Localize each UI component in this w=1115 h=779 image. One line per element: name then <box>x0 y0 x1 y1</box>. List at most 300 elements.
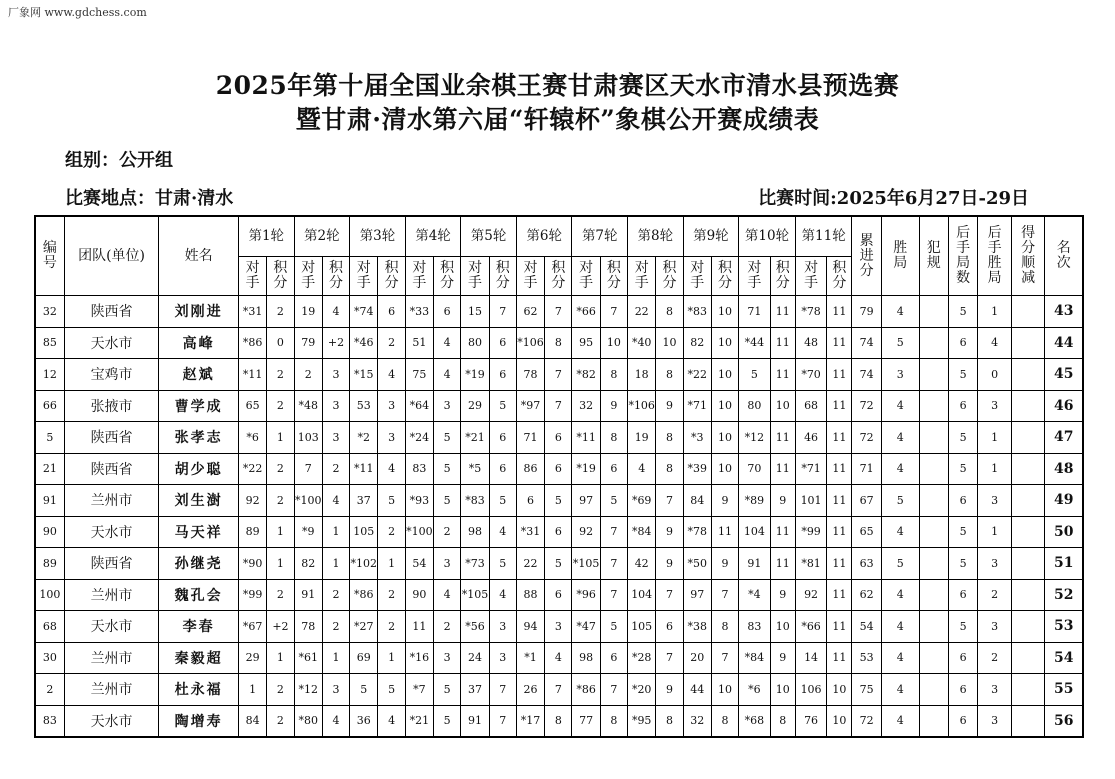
score-cell: 7 <box>600 579 627 611</box>
wins-cell: 5 <box>881 548 919 580</box>
score-cell: 6 <box>656 611 683 643</box>
table-row <box>35 359 1083 391</box>
wins-cell: 4 <box>881 422 919 454</box>
opponent-cell: 79 <box>294 327 322 359</box>
second-wins-cell: 1 <box>978 516 1012 548</box>
tiebreak-cell <box>1011 485 1045 517</box>
table-row <box>35 422 1083 454</box>
opponent-cell: 69 <box>350 642 378 674</box>
score-cell: 2 <box>267 485 294 517</box>
score-cell: 5 <box>434 453 461 485</box>
opponent-cell: 91 <box>294 579 322 611</box>
opponent-cell: *68 <box>739 705 770 737</box>
second-wins-cell: 3 <box>978 548 1012 580</box>
opponent-cell: *46 <box>350 327 378 359</box>
second-wins-cell: 1 <box>978 422 1012 454</box>
opponent-cell: 92 <box>572 516 600 548</box>
score-cell: 5 <box>489 390 516 422</box>
opponent-cell: *97 <box>516 390 544 422</box>
fouls-cell <box>919 453 948 485</box>
score-cell: 6 <box>545 516 572 548</box>
opponent-cell: 98 <box>572 642 600 674</box>
second-wins-cell: 0 <box>978 359 1012 391</box>
score-cell: 2 <box>378 579 405 611</box>
opponent-cell: *7 <box>405 674 433 706</box>
score-cell: 10 <box>770 674 795 706</box>
opponent-cell: *16 <box>405 642 433 674</box>
venue-label: 比赛地点：甘肃·清水 <box>65 188 234 209</box>
opponent-cell: 36 <box>350 705 378 737</box>
score-cell: 9 <box>656 674 683 706</box>
score-cell: 2 <box>267 674 294 706</box>
score-cell: 2 <box>322 611 349 643</box>
tiebreak-cell <box>1011 453 1045 485</box>
score-cell: 10 <box>711 359 738 391</box>
cumulative-cell: 79 <box>852 296 881 328</box>
score-cell: 3 <box>322 359 349 391</box>
subheader-opponent-r1: 对 手 <box>238 257 266 296</box>
second-wins-cell: 2 <box>978 579 1012 611</box>
score-cell: 5 <box>489 548 516 580</box>
score-cell: 2 <box>267 390 294 422</box>
opponent-cell: *93 <box>405 485 433 517</box>
score-cell: 4 <box>489 579 516 611</box>
score-cell: 10 <box>711 327 738 359</box>
score-cell: 6 <box>545 422 572 454</box>
cumulative-cell: 62 <box>852 579 881 611</box>
score-cell: 9 <box>656 548 683 580</box>
wins-cell: 4 <box>881 611 919 643</box>
score-cell: 11 <box>827 516 852 548</box>
tiebreak-cell <box>1011 296 1045 328</box>
subheader-score-r3: 积 分 <box>378 257 405 296</box>
second-games-cell: 6 <box>948 327 977 359</box>
opponent-cell: 48 <box>795 327 826 359</box>
score-cell: 8 <box>656 705 683 737</box>
header-no: 编 号 <box>35 216 64 296</box>
opponent-cell: *4 <box>739 579 770 611</box>
score-cell: 11 <box>827 296 852 328</box>
opponent-cell: 18 <box>628 359 656 391</box>
player-name: 高峰 <box>159 327 239 359</box>
wins-cell: 3 <box>881 359 919 391</box>
score-cell: 1 <box>267 548 294 580</box>
opponent-cell: 68 <box>795 390 826 422</box>
score-cell: 6 <box>600 453 627 485</box>
second-games-cell: 6 <box>948 674 977 706</box>
score-cell: 9 <box>770 579 795 611</box>
opponent-cell: *11 <box>572 422 600 454</box>
player-no: 100 <box>35 579 64 611</box>
opponent-cell: 75 <box>405 359 433 391</box>
score-cell: 11 <box>827 579 852 611</box>
opponent-cell: *106 <box>516 327 544 359</box>
cumulative-cell: 63 <box>852 548 881 580</box>
opponent-cell: *48 <box>294 390 322 422</box>
score-cell: 7 <box>656 485 683 517</box>
cumulative-cell: 65 <box>852 516 881 548</box>
rank-cell: 54 <box>1045 642 1083 674</box>
player-no: 85 <box>35 327 64 359</box>
second-games-cell: 5 <box>948 611 977 643</box>
rank-cell: 49 <box>1045 485 1083 517</box>
score-cell: 7 <box>600 548 627 580</box>
second-wins-cell: 3 <box>978 390 1012 422</box>
opponent-cell: *39 <box>683 453 711 485</box>
score-cell: 2 <box>378 516 405 548</box>
score-cell: 1 <box>378 642 405 674</box>
wins-cell: 4 <box>881 579 919 611</box>
score-cell: 11 <box>827 327 852 359</box>
cumulative-cell: 74 <box>852 327 881 359</box>
opponent-cell: 29 <box>238 642 266 674</box>
score-cell: 8 <box>656 296 683 328</box>
opponent-cell: 14 <box>795 642 826 674</box>
opponent-cell: *67 <box>238 611 266 643</box>
player-no: 91 <box>35 485 64 517</box>
score-cell: 11 <box>770 516 795 548</box>
subheader-score-r2: 积 分 <box>322 257 349 296</box>
second-games-cell: 6 <box>948 705 977 737</box>
score-cell: 1 <box>378 548 405 580</box>
score-cell: 4 <box>545 642 572 674</box>
cumulative-cell: 74 <box>852 359 881 391</box>
score-cell: 11 <box>711 516 738 548</box>
fouls-cell <box>919 579 948 611</box>
score-cell: 10 <box>711 674 738 706</box>
tiebreak-cell <box>1011 327 1045 359</box>
score-cell: 11 <box>770 453 795 485</box>
score-cell: 8 <box>656 422 683 454</box>
score-cell: 5 <box>600 611 627 643</box>
wins-cell: 5 <box>881 485 919 517</box>
opponent-cell: 29 <box>461 390 489 422</box>
player-name: 杜永福 <box>159 674 239 706</box>
team-cell: 天水市 <box>64 327 158 359</box>
fouls-cell <box>919 642 948 674</box>
opponent-cell: 5 <box>350 674 378 706</box>
score-cell: 6 <box>434 296 461 328</box>
score-cell: 11 <box>770 548 795 580</box>
subheader-opponent-r8: 对 手 <box>628 257 656 296</box>
score-cell: 9 <box>656 516 683 548</box>
opponent-cell: 20 <box>683 642 711 674</box>
wins-cell: 4 <box>881 642 919 674</box>
opponent-cell: 51 <box>405 327 433 359</box>
score-cell: 9 <box>600 390 627 422</box>
rank-cell: 45 <box>1045 359 1083 391</box>
rank-cell: 55 <box>1045 674 1083 706</box>
opponent-cell: 80 <box>461 327 489 359</box>
opponent-cell: *84 <box>739 642 770 674</box>
team-cell: 天水市 <box>64 611 158 643</box>
cumulative-cell: 72 <box>852 390 881 422</box>
opponent-cell: 106 <box>795 674 826 706</box>
opponent-cell: *24 <box>405 422 433 454</box>
score-cell: 10 <box>827 674 852 706</box>
opponent-cell: 42 <box>628 548 656 580</box>
opponent-cell: *82 <box>572 359 600 391</box>
fouls-cell <box>919 359 948 391</box>
opponent-cell: 78 <box>516 359 544 391</box>
score-cell: 3 <box>434 390 461 422</box>
subheader-opponent-r6: 对 手 <box>516 257 544 296</box>
fouls-cell <box>919 485 948 517</box>
score-cell: 3 <box>322 674 349 706</box>
results-table <box>34 215 1084 738</box>
opponent-cell: 97 <box>572 485 600 517</box>
opponent-cell: *74 <box>350 296 378 328</box>
opponent-cell: *6 <box>739 674 770 706</box>
opponent-cell: 104 <box>628 579 656 611</box>
score-cell: 2 <box>378 327 405 359</box>
score-cell: 2 <box>267 359 294 391</box>
opponent-cell: *78 <box>683 516 711 548</box>
table-row <box>35 705 1083 737</box>
opponent-cell: 80 <box>739 390 770 422</box>
cumulative-cell: 53 <box>852 642 881 674</box>
opponent-cell: 84 <box>238 705 266 737</box>
tiebreak-cell <box>1011 674 1045 706</box>
score-cell: 5 <box>434 422 461 454</box>
header-round-9: 第9轮 <box>683 216 739 257</box>
opponent-cell: *21 <box>461 422 489 454</box>
opponent-cell: 62 <box>516 296 544 328</box>
player-name: 李春 <box>159 611 239 643</box>
opponent-cell: *105 <box>461 579 489 611</box>
opponent-cell: *5 <box>461 453 489 485</box>
opponent-cell: 104 <box>739 516 770 548</box>
opponent-cell: 32 <box>683 705 711 737</box>
player-no: 2 <box>35 674 64 706</box>
tiebreak-cell <box>1011 548 1045 580</box>
opponent-cell: *31 <box>516 516 544 548</box>
score-cell: 5 <box>378 674 405 706</box>
rank-cell: 56 <box>1045 705 1083 737</box>
score-cell: 7 <box>545 359 572 391</box>
player-no: 90 <box>35 516 64 548</box>
score-cell: 1 <box>267 516 294 548</box>
score-cell: 11 <box>770 296 795 328</box>
opponent-cell: 22 <box>628 296 656 328</box>
rank-cell: 43 <box>1045 296 1083 328</box>
second-games-cell: 5 <box>948 548 977 580</box>
score-cell: 11 <box>827 359 852 391</box>
subheader-opponent-r11: 对 手 <box>795 257 826 296</box>
score-cell: +2 <box>267 611 294 643</box>
team-cell: 陕西省 <box>64 548 158 580</box>
score-cell: 11 <box>827 642 852 674</box>
score-cell: 6 <box>545 453 572 485</box>
score-cell: 8 <box>711 611 738 643</box>
team-cell: 兰州市 <box>64 579 158 611</box>
opponent-cell: *99 <box>795 516 826 548</box>
opponent-cell: *90 <box>238 548 266 580</box>
opponent-cell: *12 <box>294 674 322 706</box>
score-cell: 7 <box>711 579 738 611</box>
opponent-cell: *12 <box>739 422 770 454</box>
tiebreak-cell <box>1011 579 1045 611</box>
subheader-score-r5: 积 分 <box>489 257 516 296</box>
header-round-4: 第4轮 <box>405 216 461 257</box>
score-cell: 1 <box>267 642 294 674</box>
score-cell: 10 <box>770 611 795 643</box>
subheader-opponent-r9: 对 手 <box>683 257 711 296</box>
player-no: 21 <box>35 453 64 485</box>
table-row <box>35 453 1083 485</box>
score-cell: 3 <box>378 390 405 422</box>
opponent-cell: *100 <box>294 485 322 517</box>
header-round-5: 第5轮 <box>461 216 517 257</box>
player-name: 马天祥 <box>159 516 239 548</box>
rank-cell: 53 <box>1045 611 1083 643</box>
wins-cell: 4 <box>881 705 919 737</box>
score-cell: 6 <box>489 422 516 454</box>
score-cell: 8 <box>770 705 795 737</box>
score-cell: 7 <box>545 296 572 328</box>
opponent-cell: *66 <box>572 296 600 328</box>
score-cell: 4 <box>378 453 405 485</box>
player-name: 胡少聪 <box>159 453 239 485</box>
score-cell: 3 <box>434 642 461 674</box>
score-cell: 3 <box>489 642 516 674</box>
opponent-cell: 86 <box>516 453 544 485</box>
opponent-cell: 105 <box>628 611 656 643</box>
opponent-cell: *11 <box>350 453 378 485</box>
opponent-cell: 89 <box>238 516 266 548</box>
opponent-cell: 6 <box>516 485 544 517</box>
score-cell: 11 <box>827 390 852 422</box>
tiebreak-cell <box>1011 516 1045 548</box>
opponent-cell: *106 <box>628 390 656 422</box>
opponent-cell: *83 <box>683 296 711 328</box>
score-cell: 10 <box>600 327 627 359</box>
opponent-cell: 44 <box>683 674 711 706</box>
page-title: 2025年第十届全国业余棋王赛甘肃赛区天水市清水县预选赛 <box>215 71 900 100</box>
table-row <box>35 485 1083 517</box>
tiebreak-cell <box>1011 642 1045 674</box>
opponent-cell: *95 <box>628 705 656 737</box>
score-cell: 11 <box>827 485 852 517</box>
fouls-cell <box>919 516 948 548</box>
score-cell: 4 <box>434 327 461 359</box>
score-cell: 8 <box>600 359 627 391</box>
opponent-cell: 19 <box>294 296 322 328</box>
opponent-cell: 90 <box>405 579 433 611</box>
opponent-cell: *33 <box>405 296 433 328</box>
opponent-cell: *40 <box>628 327 656 359</box>
header-second-games: 后 手 局 数 <box>948 216 977 296</box>
player-no: 83 <box>35 705 64 737</box>
opponent-cell: 101 <box>795 485 826 517</box>
subheader-score-r6: 积 分 <box>545 257 572 296</box>
player-no: 30 <box>35 642 64 674</box>
score-cell: 7 <box>600 674 627 706</box>
opponent-cell: 53 <box>350 390 378 422</box>
score-cell: 11 <box>770 359 795 391</box>
team-cell: 陕西省 <box>64 296 158 328</box>
fouls-cell <box>919 548 948 580</box>
header-round-1: 第1轮 <box>238 216 294 257</box>
subheader-opponent-r10: 对 手 <box>739 257 770 296</box>
score-cell: 5 <box>434 485 461 517</box>
opponent-cell: *27 <box>350 611 378 643</box>
score-cell: 10 <box>711 390 738 422</box>
score-cell: 4 <box>322 705 349 737</box>
table-row <box>35 579 1083 611</box>
score-cell: +2 <box>322 327 349 359</box>
score-cell: 3 <box>434 548 461 580</box>
score-cell: 5 <box>378 485 405 517</box>
opponent-cell: 37 <box>350 485 378 517</box>
player-name: 刘刚进 <box>159 296 239 328</box>
header-team: 团队(单位) <box>64 216 158 296</box>
wins-cell: 4 <box>881 390 919 422</box>
header-name: 姓名 <box>159 216 239 296</box>
player-name: 曹学成 <box>159 390 239 422</box>
opponent-cell: *17 <box>516 705 544 737</box>
second-wins-cell: 3 <box>978 705 1012 737</box>
opponent-cell: 105 <box>350 516 378 548</box>
team-cell: 兰州市 <box>64 674 158 706</box>
team-cell: 陕西省 <box>64 453 158 485</box>
opponent-cell: 46 <box>795 422 826 454</box>
rank-cell: 50 <box>1045 516 1083 548</box>
score-cell: 3 <box>322 422 349 454</box>
opponent-cell: 91 <box>739 548 770 580</box>
opponent-cell: 84 <box>683 485 711 517</box>
opponent-cell: *31 <box>238 296 266 328</box>
opponent-cell: *9 <box>294 516 322 548</box>
score-cell: 1 <box>322 516 349 548</box>
cumulative-cell: 67 <box>852 485 881 517</box>
opponent-cell: *19 <box>461 359 489 391</box>
opponent-cell: *89 <box>739 485 770 517</box>
opponent-cell: *71 <box>683 390 711 422</box>
team-cell: 兰州市 <box>64 642 158 674</box>
table-row <box>35 674 1083 706</box>
opponent-cell: *100 <box>405 516 433 548</box>
team-cell: 陕西省 <box>64 422 158 454</box>
team-cell: 张掖市 <box>64 390 158 422</box>
opponent-cell: *11 <box>238 359 266 391</box>
opponent-cell: *1 <box>516 642 544 674</box>
score-cell: 3 <box>545 611 572 643</box>
opponent-cell: *22 <box>683 359 711 391</box>
score-cell: 6 <box>489 453 516 485</box>
score-cell: 7 <box>489 674 516 706</box>
score-cell: 0 <box>267 327 294 359</box>
second-games-cell: 6 <box>948 390 977 422</box>
score-cell: 4 <box>322 485 349 517</box>
opponent-cell: 37 <box>461 674 489 706</box>
opponent-cell: 70 <box>739 453 770 485</box>
header-tiebreak: 得 分 顺 减 <box>1011 216 1045 296</box>
opponent-cell: *21 <box>405 705 433 737</box>
second-games-cell: 6 <box>948 485 977 517</box>
score-cell: 11 <box>827 453 852 485</box>
player-name: 陶增寿 <box>159 705 239 737</box>
subheader-score-r8: 积 分 <box>656 257 683 296</box>
header-wins: 胜 局 <box>881 216 919 296</box>
opponent-cell: *20 <box>628 674 656 706</box>
table-row <box>35 516 1083 548</box>
opponent-cell: 77 <box>572 705 600 737</box>
score-cell: 10 <box>656 327 683 359</box>
score-cell: 5 <box>600 485 627 517</box>
header-second-wins: 后 手 胜 局 <box>978 216 1012 296</box>
opponent-cell: 88 <box>516 579 544 611</box>
